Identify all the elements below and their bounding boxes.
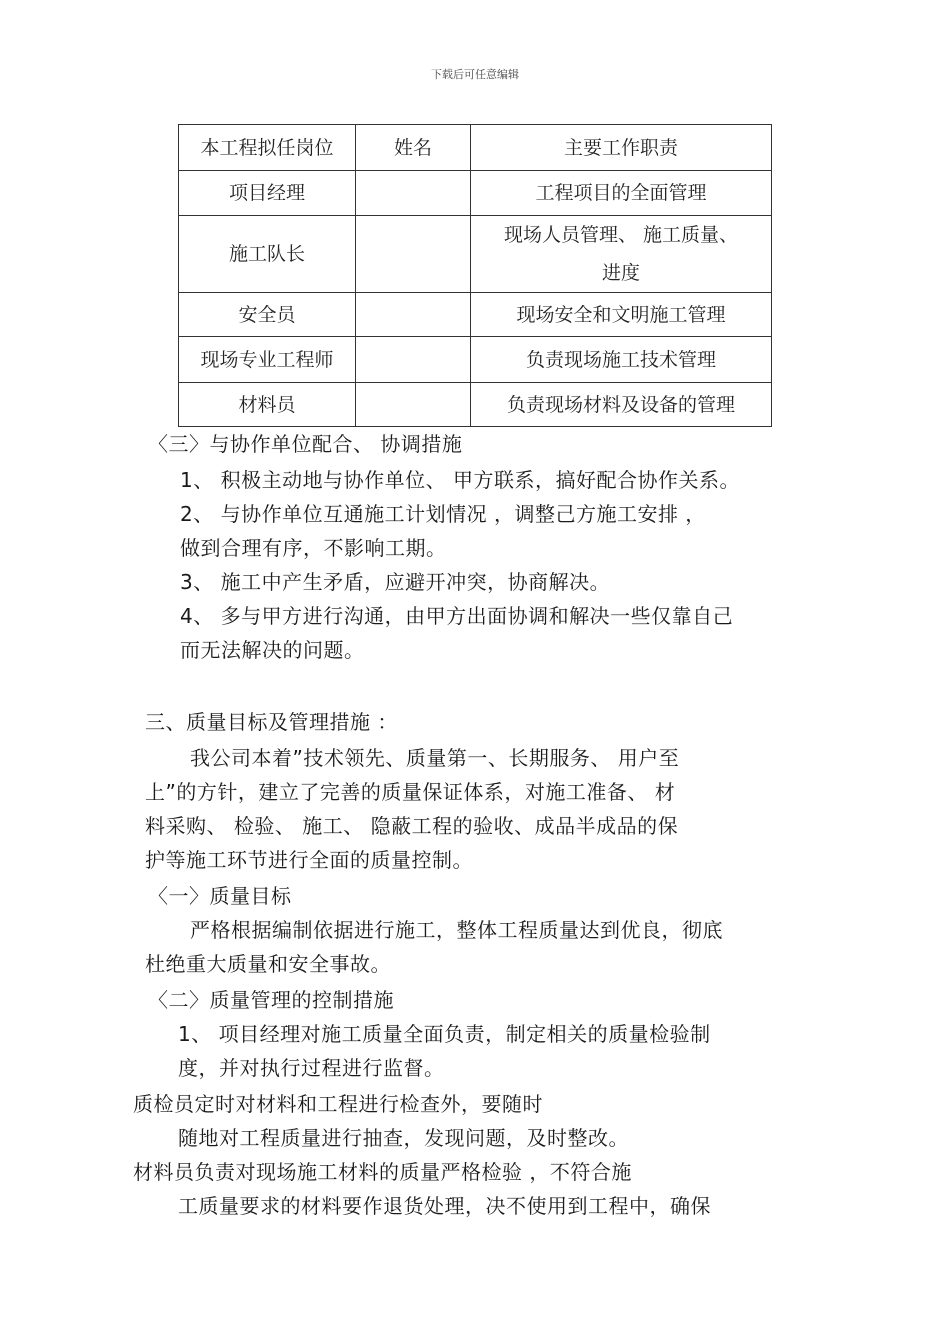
header-cell: 主要工作职责 xyxy=(471,125,772,171)
duty-cell: 负责现场材料及设备的管理 xyxy=(471,383,772,427)
table-row xyxy=(179,293,772,337)
name-cell xyxy=(356,337,471,383)
role-cell: 安全员 xyxy=(179,293,356,337)
list-item: 4、 多与甲方进行沟通，由甲方出面协调和解决一些仅靠自己 xyxy=(180,604,734,628)
paragraph-line: 质检员定时对材料和工程进行检查外，要随时 xyxy=(133,1092,543,1116)
paragraph-line: 杜绝重大质量和安全事故。 xyxy=(145,952,391,976)
list-item: 1、 项目经理对施工质量全面负责，制定相关的质量检验制 xyxy=(178,1022,711,1046)
header-cell: 姓名 xyxy=(356,125,471,171)
subsection-heading: 〈二〉质量管理的控制措施 xyxy=(148,988,394,1012)
role-cell: 项目经理 xyxy=(179,171,356,216)
list-item-continuation: 做到合理有序，不影响工期。 xyxy=(180,536,447,560)
role-cell: 施工队长 xyxy=(179,216,356,293)
paragraph-line: 料采购、 检验、 施工、 隐蔽工程的验收、成品半成品的保 xyxy=(145,814,679,838)
section-heading: 〈三〉与协作单位配合、 协调措施 xyxy=(148,432,463,456)
name-cell xyxy=(356,216,471,293)
paragraph-line: 工质量要求的材料要作退货处理，决不使用到工程中，确保 xyxy=(178,1194,711,1218)
table-row xyxy=(179,171,772,216)
paragraph-line: 严格根据编制依据进行施工，整体工程质量达到优良，彻底 xyxy=(190,918,723,942)
table-row xyxy=(179,383,772,427)
name-cell xyxy=(356,171,471,216)
role-cell: 现场专业工程师 xyxy=(179,337,356,383)
paragraph-line: 上”的方针，建立了完善的质量保证体系，对施工准备、 材 xyxy=(145,780,676,804)
name-cell xyxy=(356,383,471,427)
list-item: 1、 积极主动地与协作单位、 甲方联系，搞好配合协作关系。 xyxy=(180,468,740,492)
duty-line: 进度 xyxy=(601,262,640,284)
paragraph-line: 护等施工环节进行全面的质量控制。 xyxy=(145,848,473,872)
list-item-continuation: 度，并对执行过程进行监督。 xyxy=(178,1056,445,1080)
paragraph-line: 我公司本着”技术领先、质量第一、长期服务、 用户至 xyxy=(190,746,680,770)
duty-cell xyxy=(471,216,772,293)
duty-cell: 负责现场施工技术管理 xyxy=(471,337,772,383)
table-row xyxy=(179,337,772,383)
duty-cell: 现场安全和文明施工管理 xyxy=(471,293,772,337)
page-header: 下载后可任意编辑 xyxy=(431,68,519,81)
paragraph-line: 随地对工程质量进行抽查，发现问题，及时整改。 xyxy=(178,1126,629,1150)
header-cell: 本工程拟任岗位 xyxy=(179,125,356,171)
subsection-heading: 〈一〉质量目标 xyxy=(148,884,292,908)
duty-cell: 工程项目的全面管理 xyxy=(471,171,772,216)
list-item: 2、 与协作单位互通施工计划情况 ，调整己方施工安排 ， xyxy=(180,502,706,526)
paragraph-line: 材料员负责对现场施工材料的质量严格检验 ，不符合施 xyxy=(133,1160,632,1184)
table-header-row xyxy=(179,125,772,171)
list-item: 3、 施工中产生矛盾，应避开冲突，协商解决。 xyxy=(180,570,611,594)
table-row xyxy=(179,216,772,293)
name-cell xyxy=(356,293,471,337)
duty-line: 现场人员管理、 施工质量、 xyxy=(503,224,739,246)
role-cell: 材料员 xyxy=(179,383,356,427)
list-item-continuation: 而无法解决的问题。 xyxy=(180,638,365,662)
section-heading: 三、质量目标及管理措施 ： xyxy=(145,710,398,734)
staff-table xyxy=(178,124,772,427)
